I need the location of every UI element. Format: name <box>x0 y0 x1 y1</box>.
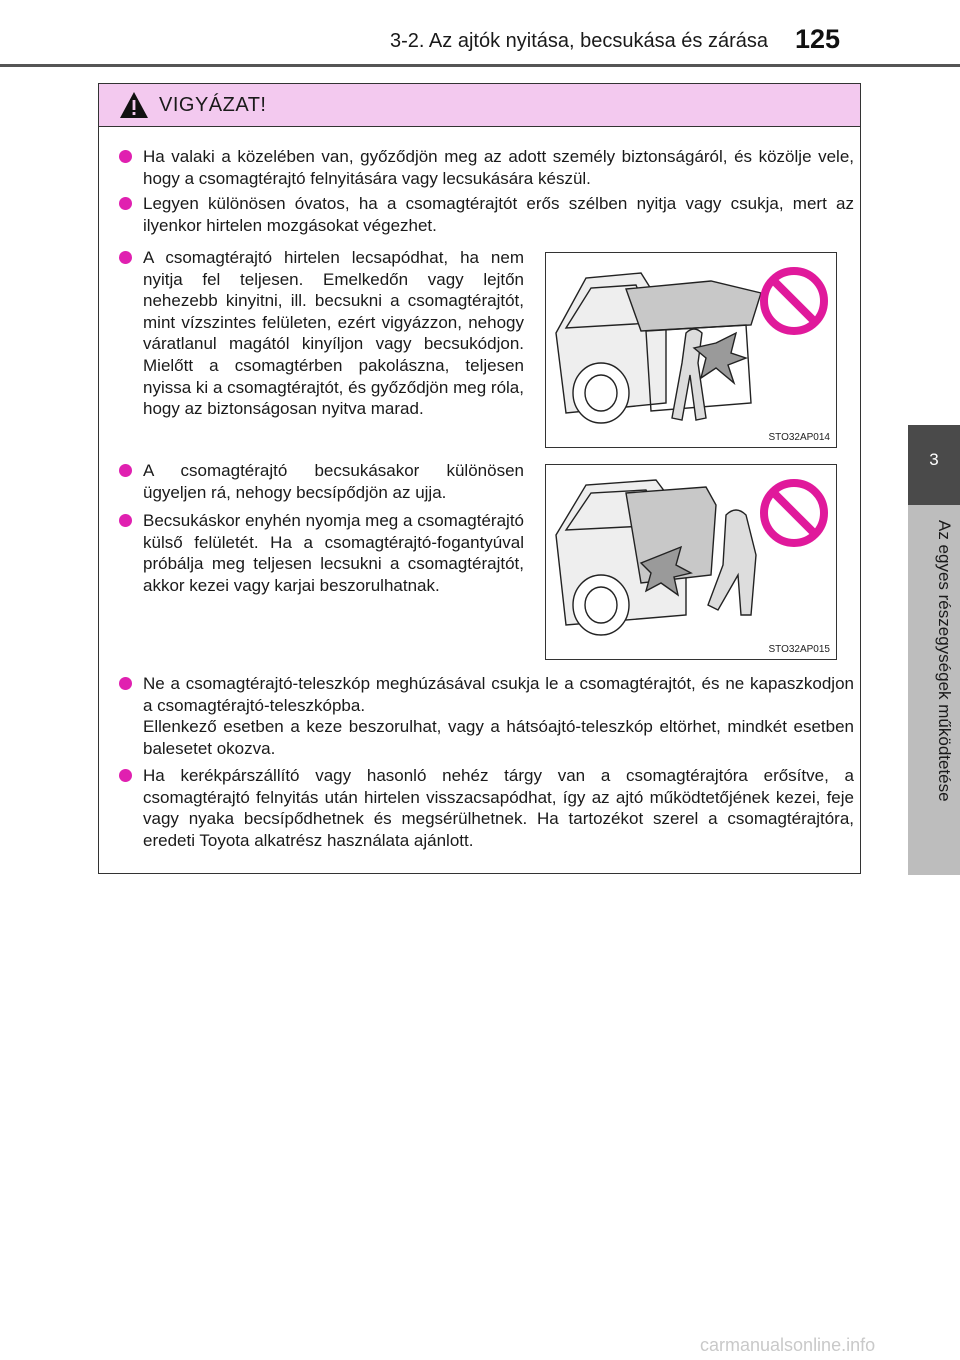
warning-item-text: A csomagtérajtó hirtelen lecsapódhat, ha nem nyitja fel teljesen. Emelkedőn vagy lejtőn nehezebb kinyitni, ill. becsukni a csomagtérajtót, mint vízszintes felületen, ezért vigyázzon, nehogy váratlanul magától kinyíljon vagy becsukódjon. Mielőtt a csomagtérben pakolászna, teljesen nyissa ki a csomagtérajtót, és győződjön meg róla, hogy az biztonságosan nyitva marad. <box>143 248 524 419</box>
bullet-icon <box>119 150 132 163</box>
header-rule <box>0 64 960 67</box>
warning-item <box>119 460 524 503</box>
warning-item <box>119 673 854 759</box>
warning-item <box>119 765 854 851</box>
bullet-icon <box>119 514 132 527</box>
warning-item-text: Ellenkező esetben a keze beszorulhat, vagy a hátsóajtó-teleszkóp eltörhet, mindkét esetben balesetet okozva. <box>143 717 854 758</box>
chapter-tab: 3 <box>908 425 960 505</box>
figure-caption: STO32AP014 <box>768 432 830 443</box>
figure-caption: STO32AP015 <box>768 644 830 655</box>
figure-closing-tailgate <box>545 464 837 660</box>
warning-item-text: Legyen különösen óvatos, ha a csomagtérajtót erős szélben nyitja vagy csukja, mert az ilyenkor hirtelen mozgásokat végezhet. <box>143 194 854 235</box>
warning-item-text: Ha kerékpárszállító vagy hasonló nehéz tárgy van a csomagtérajtóra erősítve, a csomagtérajtó felnyitás után hirtelen visszacsapódhat, így az ajtó működtetőjének kezei, feje vagy nyaka becsípődhetnek és megsérülhetnek. Ha tartozékot szerel a csomagtérajtóra, eredeti Toyota alkatrész használata ajánlott. <box>143 766 854 850</box>
chapter-title: Az egyes részegységek működtetése <box>935 520 954 802</box>
warning-item-text: Ne a csomagtérajtó-teleszkóp meghúzásával csukja le a csomagtérajtót, és ne kapaszkodjon a csomagtérajtó-teleszkópba. <box>143 674 854 715</box>
prohibited-icon <box>764 271 824 331</box>
warning-item-text: Becsukáskor enyhén nyomja meg a csomagtérajtó külső felületét. Ha a csomagtérajtó-fogantyúval próbálja meg teljesen lecsukni a csomagtérajtót, akkor kezei vagy karjai beszorulhatnak. <box>143 511 524 595</box>
warning-title: VIGYÁZAT! <box>159 93 267 116</box>
warning-header <box>99 84 860 127</box>
car-closing-illustration <box>546 465 835 658</box>
figure-open-tailgate <box>545 252 837 448</box>
warning-item <box>119 146 854 189</box>
prohibited-icon <box>764 483 824 543</box>
bullet-icon <box>119 677 132 690</box>
bullet-icon <box>119 251 132 264</box>
section-title: 3-2. Az ajtók nyitása, becsukása és zárása <box>390 30 768 52</box>
bullet-icon <box>119 197 132 210</box>
bullet-icon <box>119 769 132 782</box>
warning-item-text: A csomagtérajtó becsukásakor különösen ügyeljen rá, nehogy becsípődjön az ujja. <box>143 461 524 502</box>
warning-box <box>98 83 861 874</box>
warning-item <box>119 193 854 236</box>
warning-item <box>119 247 524 420</box>
warning-item <box>119 510 524 596</box>
car-tailgate-illustration <box>546 253 835 446</box>
bullet-icon <box>119 464 132 477</box>
warning-triangle-icon <box>119 91 149 119</box>
watermark: carmanualsonline.info <box>700 1335 876 1355</box>
page-number: 125 <box>795 24 841 54</box>
warning-item-text: Ha valaki a közelében van, győződjön meg az adott személy biztonságáról, és közölje vele, hogy a csomagtérajtó felnyitására vagy lecsukására készül. <box>143 147 854 188</box>
